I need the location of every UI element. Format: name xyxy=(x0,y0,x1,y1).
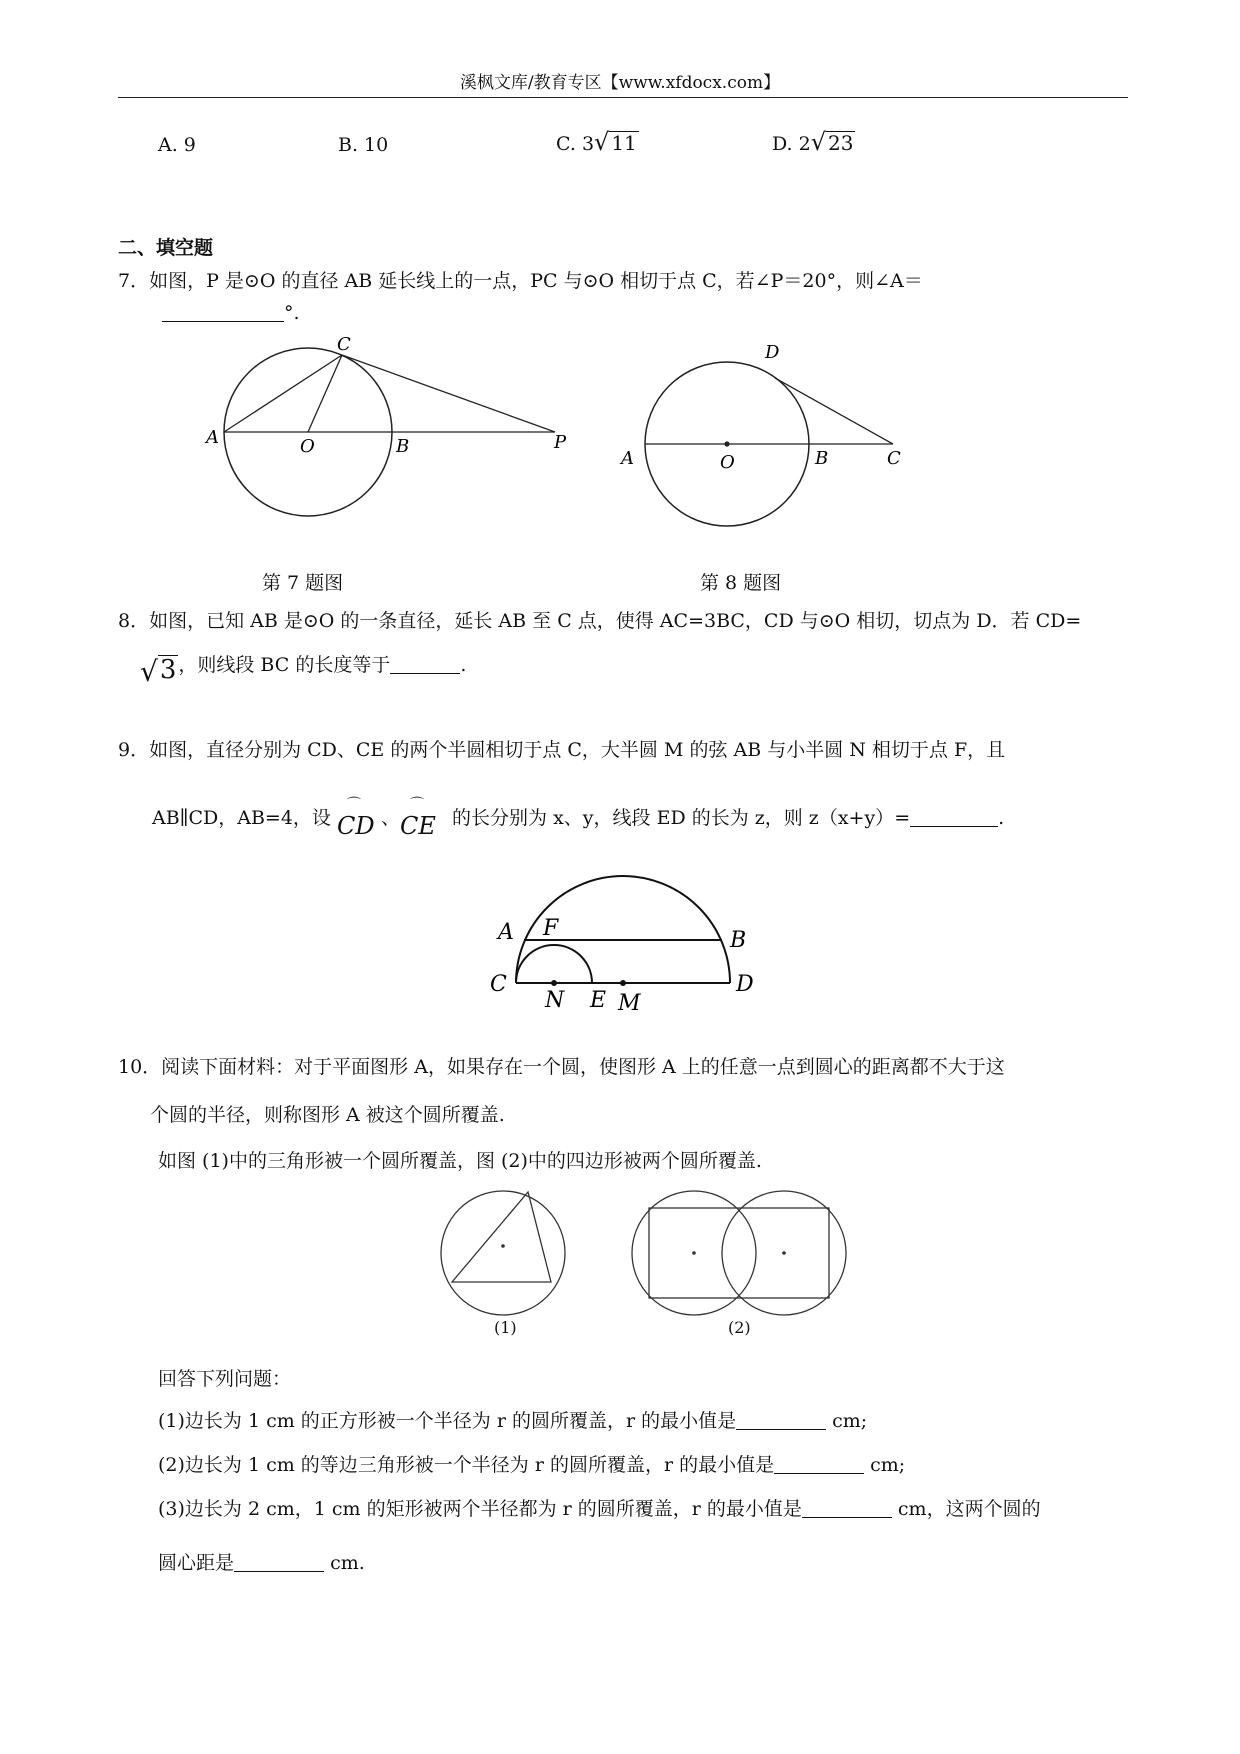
q9-line2-b: 的长分别为 x、y，线段 ED 的长为 z，则 z（x+y）= xyxy=(452,807,911,829)
q10-line2: 个圆的半径，则称图形 A 被这个圆所覆盖. xyxy=(150,1104,505,1126)
q10-sub1-text: (1)边长为 1 cm 的正方形被一个半径为 r 的圆所覆盖，r 的最小值是 xyxy=(158,1410,737,1432)
fig9-label-a: A xyxy=(498,920,514,945)
q8-line2 xyxy=(140,650,467,688)
q10-sub1-unit: cm; xyxy=(832,1410,868,1432)
fig7-label-o: O xyxy=(300,436,315,457)
fig8-label-d: D xyxy=(765,342,780,363)
fig9-label-c: C xyxy=(490,972,507,997)
fig7-label-a: A xyxy=(206,427,219,448)
fig9-label-b: B xyxy=(730,928,747,953)
q7-line2 xyxy=(162,302,300,324)
fig10-caption-1: (1) xyxy=(494,1318,517,1337)
fig8-label-a: A xyxy=(621,448,634,469)
answer-blank[interactable] xyxy=(774,1455,864,1474)
answer-blank[interactable] xyxy=(162,303,284,322)
answer-blank[interactable] xyxy=(390,655,460,674)
answer-blank[interactable] xyxy=(802,1499,892,1518)
fig10-1-diagram xyxy=(438,1188,568,1318)
sqrt-11: √ 11 xyxy=(594,128,637,156)
q9-sep: 、 xyxy=(380,807,400,829)
fig9-diagram xyxy=(480,865,770,1015)
sqrt-23: √ 23 xyxy=(810,128,854,156)
q10-sub3-line2 xyxy=(158,1548,365,1575)
q10-prompt: 回答下列问题： xyxy=(158,1368,292,1390)
arc-ce-label: CE xyxy=(400,812,436,840)
fig9-label-d: D xyxy=(736,972,754,997)
q10-sub3-text: (3)边长为 2 cm，1 cm 的矩形被两个半径都为 r 的圆所覆盖，r 的最小值是 xyxy=(158,1498,802,1520)
fig7-label-b: B xyxy=(396,436,410,457)
fig9-label-m: M xyxy=(618,991,641,1015)
option-d-prefix: D. 2 xyxy=(772,133,811,155)
q10-sub2-unit: cm; xyxy=(870,1454,906,1476)
sqrt-23-radicand: 23 xyxy=(828,131,854,155)
answer-blank[interactable] xyxy=(736,1411,826,1430)
q7-line1: 7．如图，P 是⊙O 的直径 AB 延长线上的一点，PC 与⊙O 相切于点 C，若∠P＝20°，则∠A＝ xyxy=(118,270,923,292)
section-title: 二、填空题 xyxy=(118,237,214,259)
q9-line2 xyxy=(152,797,1005,840)
fig7-diagram xyxy=(200,330,600,560)
q8-line1: 8．如图，已知 AB 是⊙O 的一条直径，延长 AB 至 C 点，使得 AC=3BC，CD 与⊙O 相切，切点为 D．若 CD= xyxy=(118,610,1082,632)
q10-line3: 如图 (1)中的三角形被一个圆所覆盖，图 (2)中的四边形被两个圆所覆盖. xyxy=(158,1150,762,1172)
q10-line1: 10．阅读下面材料：对于平面图形 A，如果存在一个圆，使图形 A 上的任意一点到圆心的距离都不大于这 xyxy=(118,1056,1005,1078)
fig10-2-diagram xyxy=(630,1188,850,1318)
sqrt-3: √ 3 xyxy=(140,655,177,688)
q10-sub1 xyxy=(158,1406,867,1433)
fig7-label-p: P xyxy=(554,432,567,453)
sqrt-3-radicand: 3 xyxy=(159,655,177,685)
option-b: B. 10 xyxy=(338,134,389,156)
fig10-caption-2: (2) xyxy=(728,1318,751,1337)
fig8-label-c: C xyxy=(887,448,901,469)
sqrt-11-radicand: 11 xyxy=(611,131,637,155)
q9-line1: 9．如图，直径分别为 CD、CE 的两个半圆相切于点 C，大半圆 M 的弦 AB 与小半圆 N 相切于点 F，且 xyxy=(118,739,1006,761)
q8-line2-text: ，则线段 BC 的长度等于 xyxy=(178,654,391,676)
option-c xyxy=(556,130,639,155)
q10-sub2 xyxy=(158,1450,905,1477)
q10-sub2-text: (2)边长为 1 cm 的等边三角形被一个半径为 r 的圆所覆盖，r 的最小值是 xyxy=(158,1454,775,1476)
option-d xyxy=(772,130,855,155)
fig8-label-o: O xyxy=(720,452,735,473)
header-rule xyxy=(118,97,1128,98)
fig8-caption: 第 8 题图 xyxy=(700,572,782,594)
page-header: 溪枫文库/教育专区【www.xfdocx.com】 xyxy=(459,73,781,93)
q9-line2-a: AB∥CD，AB=4，设 xyxy=(152,807,331,829)
q8-line2-end: . xyxy=(460,654,467,676)
option-a: A. 9 xyxy=(158,134,196,156)
q10-sub3-line2-text: 圆心距是 xyxy=(158,1552,235,1574)
q10-sub3-line2-unit: cm. xyxy=(330,1552,365,1574)
arc-ce: ⌒ CE xyxy=(400,797,436,840)
arc-cd: ⌒ CD xyxy=(336,797,375,840)
q10-sub3 xyxy=(158,1494,1041,1521)
fig9-label-f: F xyxy=(543,916,559,941)
answer-blank[interactable] xyxy=(234,1553,324,1572)
arc-cd-label: CD xyxy=(336,812,375,840)
q10-sub3-unit: cm，这两个圆的 xyxy=(897,1498,1041,1520)
q9-line2-end: . xyxy=(998,807,1005,829)
fig7-label-c: C xyxy=(337,334,351,355)
fig9-label-n: N xyxy=(545,988,565,1013)
fig8-diagram xyxy=(615,334,925,544)
fig7-caption: 第 7 题图 xyxy=(262,572,344,594)
fig8-label-b: B xyxy=(815,448,829,469)
q7-line2-suffix: °. xyxy=(284,302,300,324)
answer-blank[interactable] xyxy=(910,808,998,827)
option-c-prefix: C. 3 xyxy=(556,133,595,155)
fig9-label-e: E xyxy=(590,988,607,1013)
